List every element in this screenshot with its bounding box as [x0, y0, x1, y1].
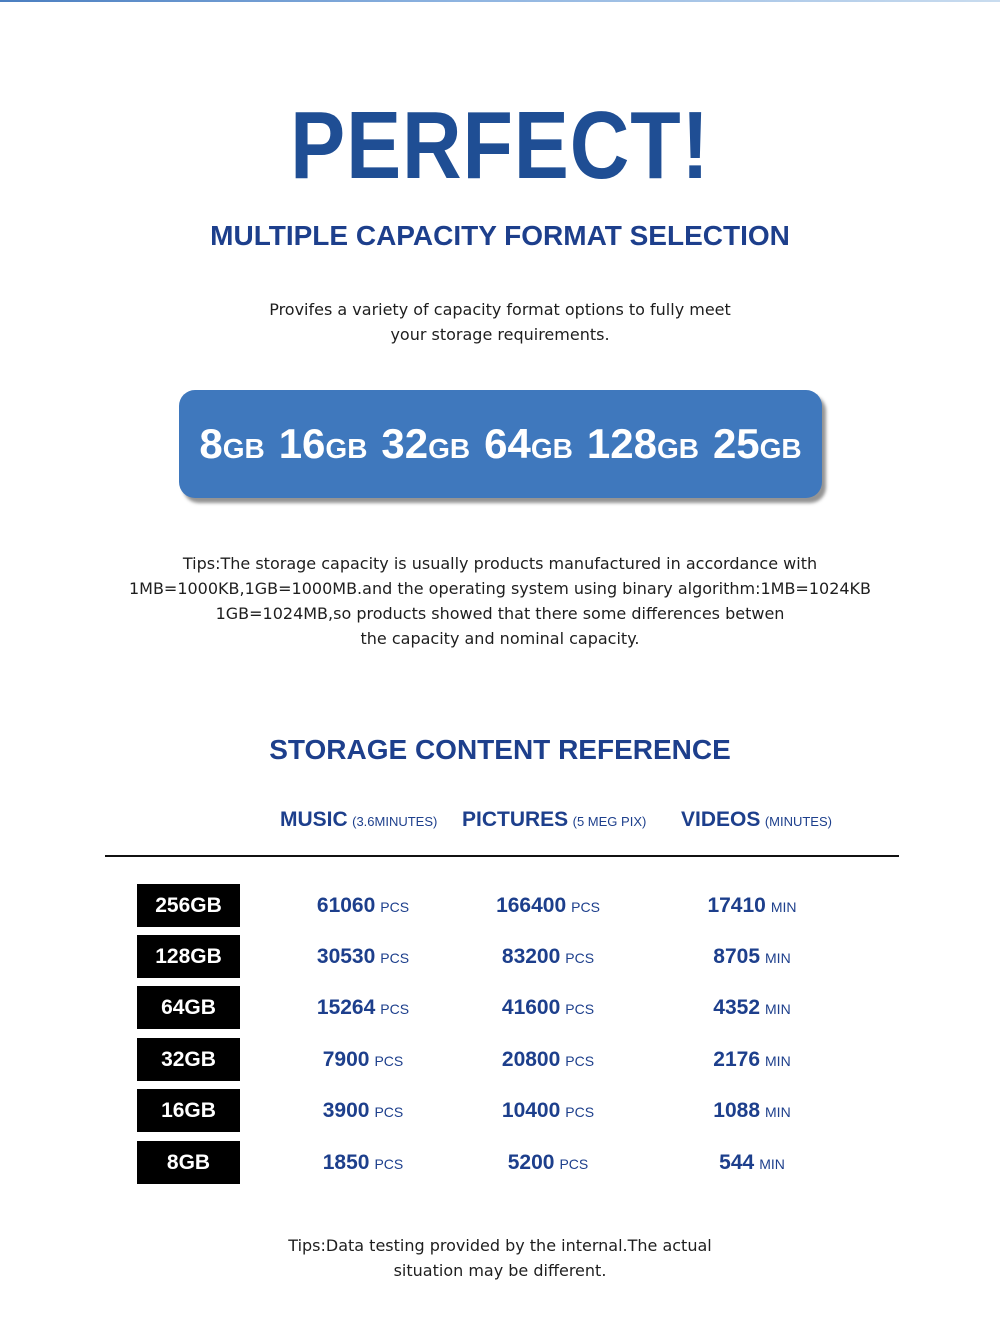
column-header-videos: [681, 808, 832, 832]
table-row: [0, 1038, 1000, 1082]
tips-line: the capacity and nominal capacity.: [360, 629, 640, 648]
capacity-label: 32GB: [137, 1038, 240, 1081]
music-cell: 30530 PCS: [316, 945, 410, 968]
table-row: [0, 986, 1000, 1030]
column-label: PICTURES: [462, 808, 569, 831]
pictures-cell: 5200 PCS: [507, 1151, 589, 1174]
videos-cell: 1088 MIN: [713, 1099, 791, 1122]
pictures-cell: 20800 PCS: [501, 1048, 595, 1071]
music-cell: 1850 PCS: [322, 1151, 404, 1174]
capacity-option-8gb: 8GB: [199, 420, 265, 467]
capacity-option-256gb: 25GB: [712, 420, 802, 467]
music-cell: 61060 PCS: [316, 894, 410, 917]
capacity-label: 128GB: [137, 935, 240, 978]
intro-line: Provifes a variety of capacity format options to fully meet: [269, 300, 731, 319]
videos-cell: 4352 MIN: [713, 996, 791, 1019]
table-row: [0, 1089, 1000, 1133]
column-label: VIDEOS: [681, 808, 761, 831]
column-label: MUSIC: [280, 808, 348, 831]
data-tips: [200, 1233, 800, 1283]
intro-text: [200, 297, 800, 347]
music-cell: 15264 PCS: [316, 996, 410, 1019]
videos-cell: 8705 MIN: [713, 945, 791, 968]
capacity-tips: [60, 551, 940, 651]
capacity-label: 256GB: [137, 884, 240, 927]
table-row: [0, 1141, 1000, 1185]
tips-line: situation may be different.: [393, 1261, 607, 1280]
tips-line: Tips:Data testing provided by the internal.The actual: [288, 1236, 712, 1255]
section-title: STORAGE CONTENT REFERENCE: [269, 734, 731, 765]
table-divider: [105, 855, 899, 857]
capacity-options-banner: [179, 390, 822, 498]
tips-line: 1MB=1000KB,1GB=1000MB.and the operating system using binary algorithm:1MB=1024KB: [128, 579, 872, 598]
capacity-option-128gb: 128GB: [586, 420, 699, 467]
capacity-label: 16GB: [137, 1089, 240, 1132]
column-sublabel: (5 MEG PIX): [572, 814, 647, 829]
videos-cell: 17410 MIN: [707, 894, 797, 917]
table-row: [0, 935, 1000, 979]
column-sublabel: (MINUTES): [764, 814, 832, 829]
column-sublabel: (3.6MINUTES): [352, 814, 438, 829]
column-header-pictures: [462, 808, 646, 832]
pictures-cell: 10400 PCS: [501, 1099, 595, 1122]
capacity-option-64gb: 64GB: [484, 420, 573, 467]
intro-line: your storage requirements.: [390, 325, 610, 344]
pictures-cell: 83200 PCS: [501, 945, 595, 968]
hero-subtitle: MULTIPLE CAPACITY FORMAT SELECTION: [210, 220, 790, 251]
top-accent-line: [0, 0, 1000, 2]
hero-title: PERFECT!: [290, 92, 710, 199]
pictures-cell: 166400 PCS: [496, 894, 600, 917]
pictures-cell: 41600 PCS: [501, 996, 595, 1019]
column-header-music: [280, 808, 437, 832]
capacity-option-16gb: 16GB: [278, 420, 368, 467]
tips-line: Tips:The storage capacity is usually products manufactured in accordance with: [182, 554, 818, 573]
capacity-label: 64GB: [137, 986, 240, 1029]
videos-cell: 544 MIN: [719, 1151, 785, 1174]
capacity-option-32gb: 32GB: [381, 420, 471, 467]
videos-cell: 2176 MIN: [713, 1048, 791, 1071]
capacity-label: 8GB: [137, 1141, 240, 1184]
tips-line: 1GB=1024MB,so products showed that there some differences betwen: [215, 604, 785, 623]
music-cell: 7900 PCS: [322, 1048, 404, 1071]
table-row: [0, 884, 1000, 928]
music-cell: 3900 PCS: [322, 1099, 404, 1122]
